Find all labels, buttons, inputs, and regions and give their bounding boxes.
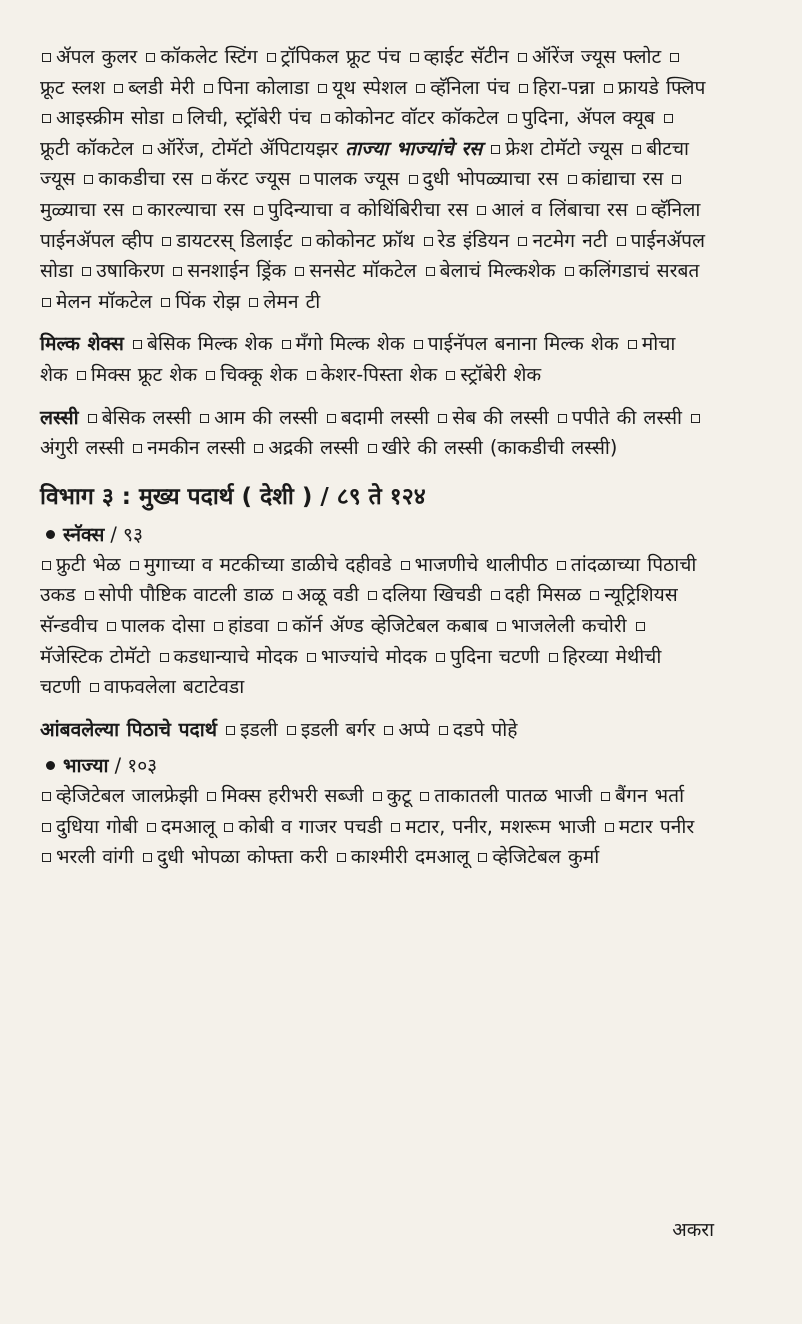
recipe-name: भाज्यांचे मोदक xyxy=(320,644,427,668)
recipe-item xyxy=(517,76,595,99)
recipe-name: पपीते की लस्सी xyxy=(571,405,683,429)
recipe-name: मेलन मॉकटेल xyxy=(56,289,153,313)
checkbox-square-icon xyxy=(254,206,263,215)
recipe-name: स्ट्रॉबेरी शेक xyxy=(460,362,542,386)
checkbox-square-icon xyxy=(414,340,423,349)
recipe-item xyxy=(298,167,400,190)
recipe-name: बेलाचं मिल्कशेक xyxy=(439,259,556,283)
recipe-name: काश्मीरी दमआलू xyxy=(350,845,470,869)
recipe-name: लेमन टी xyxy=(263,289,321,313)
recipe-name: लिची, स्ट्रॉबेरी पंच xyxy=(187,106,312,130)
recipe-name: मँगो मिल्क शेक xyxy=(295,332,405,356)
vegetables-list xyxy=(40,781,706,873)
recipe-name: मुळ्याचा रस xyxy=(40,197,124,221)
checkbox-square-icon xyxy=(143,853,152,862)
checkbox-square-icon xyxy=(420,792,429,801)
recipe-item xyxy=(145,815,215,838)
checkbox-square-icon xyxy=(590,591,599,600)
recipe-item xyxy=(252,436,358,459)
recipe-item xyxy=(80,259,164,282)
category-label: लस्सी xyxy=(40,405,79,429)
checkbox-square-icon xyxy=(337,853,346,862)
checkbox-square-icon xyxy=(497,622,506,631)
recipe-name: पुदिन्याचा व कोथिंबिरीचा रस xyxy=(267,197,469,221)
recipe-name: खीरे की लस्सी (काकडीची लस्सी) xyxy=(381,436,618,460)
recipe-name: पाईनॅपल बनाना मिल्क शेक xyxy=(427,332,619,356)
recipe-item xyxy=(205,784,363,807)
checkbox-square-icon xyxy=(42,853,51,862)
recipe-name: फ्रूटी कॉकटेल xyxy=(40,136,134,160)
checkbox-square-icon xyxy=(114,84,123,93)
checkbox-square-icon xyxy=(200,414,209,423)
recipe-name: बदामी लस्सी xyxy=(340,405,430,429)
recipe-item xyxy=(476,845,599,868)
checkbox-square-icon xyxy=(173,267,182,276)
snacks-list xyxy=(40,550,706,703)
recipe-item xyxy=(408,45,509,68)
recipe-name: पुदिना, ॲपल क्यूब xyxy=(521,106,655,130)
recipe-name: न्यूट्रिशियस सॅन्डवीच xyxy=(40,583,678,637)
checkbox-square-icon xyxy=(438,414,447,423)
recipe-item xyxy=(252,198,469,221)
vegetables-heading xyxy=(40,751,706,781)
checkbox-square-icon xyxy=(628,340,637,349)
recipe-item xyxy=(247,290,320,313)
recipe-name: फ्रुटी भेळ xyxy=(56,552,121,576)
recipe-item xyxy=(75,363,197,386)
checkbox-square-icon xyxy=(133,340,142,349)
recipe-item xyxy=(280,332,405,355)
recipe-item xyxy=(40,106,164,129)
checkbox-square-icon xyxy=(133,206,142,215)
recipe-item xyxy=(566,167,664,190)
checkbox-square-icon xyxy=(173,114,182,123)
recipe-item xyxy=(131,332,272,355)
vegetables-label: भाज्या xyxy=(63,754,109,778)
recipe-item xyxy=(105,614,205,637)
recipe-name: इडली xyxy=(240,717,278,741)
recipe-name: बैंगन भर्ता xyxy=(615,784,685,808)
recipe-name: नटमेग नटी xyxy=(532,228,608,252)
checkbox-square-icon xyxy=(368,591,377,600)
recipe-item xyxy=(40,815,138,838)
recipe-name: मॅजेस्टिक टोमॅटो xyxy=(40,644,151,668)
checkbox-square-icon xyxy=(436,653,445,662)
recipe-name: बीटचा ज्यूस xyxy=(40,136,690,191)
recipe-item xyxy=(171,106,311,129)
checkbox-square-icon xyxy=(302,237,311,246)
recipe-item xyxy=(131,198,245,221)
recipe-name: पुदिना चटणी xyxy=(450,644,540,668)
recipe-item xyxy=(506,106,655,129)
checkbox-square-icon xyxy=(557,561,566,570)
checkbox-square-icon xyxy=(300,175,309,184)
checkbox-square-icon xyxy=(446,371,455,380)
recipe-item xyxy=(422,229,510,252)
checkbox-square-icon xyxy=(161,298,170,307)
recipe-item xyxy=(495,614,627,637)
checkbox-square-icon xyxy=(202,175,211,184)
recipe-item xyxy=(160,229,292,252)
recipe-name: कलिंगडाचं सरबत xyxy=(578,259,700,283)
recipe-name: पिना कोलाडा xyxy=(217,75,310,99)
recipe-item xyxy=(204,363,297,386)
recipe-name: कॅरट ज्यूस xyxy=(216,167,291,191)
recipe-item xyxy=(141,137,338,160)
recipe-name: मुगाच्या व मटकीच्या डाळीचे दहीवडे xyxy=(143,552,392,576)
recipe-item xyxy=(516,45,661,68)
checkbox-square-icon xyxy=(409,175,418,184)
recipe-name: रेड इंडियन xyxy=(437,228,510,252)
category-label: आंबवलेल्या पिठाचे पदार्थ xyxy=(40,717,217,741)
recipe-item xyxy=(285,718,375,741)
recipe-item xyxy=(40,553,121,576)
checkbox-square-icon xyxy=(295,267,304,276)
checkbox-square-icon xyxy=(133,444,142,453)
checkbox-square-icon xyxy=(373,792,382,801)
recipe-name: पिंक रोझ xyxy=(175,289,241,313)
recipe-item xyxy=(389,815,595,838)
recipe-name: दुधी भोपळा कोफ्ता करी xyxy=(156,845,328,869)
recipe-name: काकडीचा रस xyxy=(98,167,193,191)
recipe-name: कडधान्याचे मोदक xyxy=(173,644,298,668)
recipe-item xyxy=(300,229,415,252)
recipe-item xyxy=(424,259,556,282)
recipe-item xyxy=(325,406,429,429)
recipe-name: अळू वडी xyxy=(296,583,359,607)
recipe-item xyxy=(603,815,694,838)
checkbox-square-icon xyxy=(143,145,152,154)
recipe-name: सनशाईन ड्रिंक xyxy=(187,259,287,283)
checkbox-square-icon xyxy=(82,267,91,276)
recipe-item xyxy=(276,614,488,637)
recipe-item xyxy=(414,76,510,99)
recipe-name: हिरव्या मेथीची चटणी xyxy=(40,644,662,699)
recipe-name: आइस्क्रीम सोडा xyxy=(56,106,164,130)
recipe-name: पाईनॲपल सोडा xyxy=(40,228,706,283)
checkbox-square-icon xyxy=(107,622,116,631)
milkshakes-list xyxy=(40,329,706,390)
recipe-item xyxy=(82,167,193,190)
snacks-page-ref: / ९३ xyxy=(110,522,143,546)
recipe-item xyxy=(40,784,198,807)
checkbox-square-icon xyxy=(478,853,487,862)
recipe-name: पालक ज्यूस xyxy=(313,167,400,191)
vegetables-page-ref: / १०३ xyxy=(114,754,158,778)
recipe-name: तांदळाच्या पिठाची उकड xyxy=(40,552,697,607)
checkbox-square-icon xyxy=(368,444,377,453)
recipe-name: भाजणीचे थालीपीठ xyxy=(414,552,548,576)
checkbox-square-icon xyxy=(439,726,448,735)
checkbox-square-icon xyxy=(84,175,93,184)
checkbox-square-icon xyxy=(601,792,610,801)
checkbox-square-icon xyxy=(42,823,51,832)
checkbox-square-icon xyxy=(226,726,235,735)
recipe-name: सोपी पौष्टिक वाटली डाळ xyxy=(98,583,274,607)
recipe-name: कोकोनट फ्रॉथ xyxy=(315,228,415,252)
checkbox-square-icon xyxy=(491,591,500,600)
checkbox-square-icon xyxy=(691,414,700,423)
checkbox-square-icon xyxy=(77,371,86,380)
checkbox-square-icon xyxy=(558,414,567,423)
checkbox-square-icon xyxy=(605,823,614,832)
recipe-name: दुधी भोपळ्याचा रस xyxy=(422,167,559,191)
recipe-name: अप्पे xyxy=(398,717,430,741)
checkbox-square-icon xyxy=(204,84,213,93)
checkbox-square-icon xyxy=(278,622,287,631)
recipe-name: व्हॅनिला पाईनॲपल व्हीप xyxy=(40,197,701,252)
recipe-name: ऑरेंज, टोमॅटो ॲपिटायझर xyxy=(156,136,339,160)
checkbox-square-icon xyxy=(283,591,292,600)
recipe-item xyxy=(144,45,257,68)
checkbox-square-icon xyxy=(287,726,296,735)
recipe-name: कॉकलेट स्टिंग xyxy=(160,45,258,68)
recipe-item xyxy=(202,76,310,99)
recipe-name: मोचा शेक xyxy=(40,332,676,386)
bullet-icon xyxy=(46,530,55,539)
snacks-label: स्नॅक्स xyxy=(63,522,105,546)
checkbox-square-icon xyxy=(162,237,171,246)
recipe-name: कांद्याचा रस xyxy=(581,167,664,191)
recipe-item xyxy=(382,718,429,741)
checkbox-square-icon xyxy=(670,53,679,62)
checkbox-square-icon xyxy=(508,114,517,123)
recipe-name: नमकीन लस्सी xyxy=(147,436,246,460)
recipe-name: ब्लडी मेरी xyxy=(128,75,195,99)
recipe-name: उषाकिरण xyxy=(96,259,165,283)
checkbox-square-icon xyxy=(147,823,156,832)
recipe-item xyxy=(212,614,269,637)
recipe-name: कुटू xyxy=(386,784,412,808)
recipe-name: ॲपल कुलर xyxy=(56,45,138,68)
recipe-name: चिक्कू शेक xyxy=(220,362,298,386)
recipe-item xyxy=(171,259,286,282)
recipe-item xyxy=(366,583,481,606)
checkbox-square-icon xyxy=(267,53,276,62)
recipe-name: व्हेजिटेबल जालफ्रेझी xyxy=(56,784,199,808)
recipe-item xyxy=(198,406,318,429)
recipe-item xyxy=(335,845,470,868)
recipe-item xyxy=(316,76,407,99)
recipe-item xyxy=(436,406,548,429)
checkbox-square-icon xyxy=(42,114,51,123)
checkbox-square-icon xyxy=(160,653,169,662)
checkbox-square-icon xyxy=(518,237,527,246)
recipe-item xyxy=(516,229,607,252)
recipe-item xyxy=(556,406,682,429)
recipe-item xyxy=(224,718,278,741)
recipe-item xyxy=(371,784,411,807)
checkbox-square-icon xyxy=(632,145,641,154)
recipe-item xyxy=(86,406,191,429)
checkbox-square-icon xyxy=(254,444,263,453)
recipe-name: सनसेट मॉकटेल xyxy=(309,259,417,283)
checkbox-square-icon xyxy=(391,823,400,832)
recipe-item xyxy=(489,583,581,606)
checkbox-square-icon xyxy=(637,206,646,215)
recipe-name: बेसिक लस्सी xyxy=(101,405,192,429)
recipe-item xyxy=(418,784,592,807)
fermented-list xyxy=(40,715,706,746)
recipe-name: दमआलू xyxy=(160,814,216,838)
checkbox-square-icon xyxy=(477,206,486,215)
recipe-name: दडपे पोहे xyxy=(452,717,518,741)
checkbox-square-icon xyxy=(42,53,51,62)
checkbox-square-icon xyxy=(214,622,223,631)
recipe-item xyxy=(158,645,298,668)
recipe-name: इडली बर्गर xyxy=(300,717,376,741)
recipe-name: फ्रूट स्लश xyxy=(40,75,106,99)
recipe-name: आम की लस्सी xyxy=(214,405,318,429)
recipe-name: कोकोनट वॉटर कॉकटेल xyxy=(334,106,499,130)
recipe-name: मटार पनीर xyxy=(618,814,695,838)
checkbox-square-icon xyxy=(146,53,155,62)
recipe-item xyxy=(305,363,438,386)
recipe-item xyxy=(475,198,627,221)
lassi-list xyxy=(40,403,706,464)
recipe-item xyxy=(437,718,518,741)
recipe-item xyxy=(222,815,382,838)
checkbox-square-icon xyxy=(416,84,425,93)
recipe-name: ताकातली पातळ भाजी xyxy=(434,784,593,808)
checkbox-square-icon xyxy=(565,267,574,276)
beverages-list xyxy=(40,42,706,317)
checkbox-square-icon xyxy=(549,653,558,662)
recipe-item xyxy=(444,363,541,386)
checkbox-square-icon xyxy=(384,726,393,735)
checkbox-square-icon xyxy=(327,414,336,423)
recipe-item xyxy=(305,645,427,668)
recipe-name: हांडवा xyxy=(227,613,270,637)
recipe-item xyxy=(366,436,618,459)
recipe-item xyxy=(319,106,499,129)
recipe-name: सेब की लस्सी xyxy=(452,405,549,429)
category-label: मिल्क शेक्स xyxy=(40,332,124,356)
checkbox-square-icon xyxy=(519,84,528,93)
recipe-item xyxy=(141,845,328,868)
recipe-name: दही मिसळ xyxy=(504,583,582,607)
recipe-name: व्हेजिटेबल कुर्मा xyxy=(492,845,600,869)
recipe-item xyxy=(599,784,684,807)
recipe-item xyxy=(407,167,559,190)
recipe-item xyxy=(489,137,623,160)
recipe-name: वाफवलेला बटाटेवडा xyxy=(103,675,245,699)
recipe-name: दुधिया गोबी xyxy=(56,814,138,838)
checkbox-square-icon xyxy=(249,298,258,307)
checkbox-square-icon xyxy=(604,84,613,93)
checkbox-square-icon xyxy=(636,622,645,631)
recipe-item xyxy=(200,167,290,190)
recipe-name: पालक दोसा xyxy=(121,613,205,637)
recipe-name: यूथ स्पेशल xyxy=(332,75,408,99)
checkbox-square-icon xyxy=(568,175,577,184)
checkbox-square-icon xyxy=(617,237,626,246)
recipe-item xyxy=(159,290,240,313)
recipe-name: दलिया खिचडी xyxy=(382,583,482,607)
recipe-item xyxy=(434,645,539,668)
recipe-name: व्हाईट सॅटीन xyxy=(423,45,509,68)
recipe-name: फ्रायडे फ्लिप xyxy=(617,75,706,99)
checkbox-square-icon xyxy=(42,298,51,307)
recipe-item xyxy=(563,259,700,282)
checkbox-square-icon xyxy=(224,823,233,832)
checkbox-square-icon xyxy=(90,683,99,692)
checkbox-square-icon xyxy=(307,371,316,380)
recipe-item xyxy=(131,436,245,459)
bullet-icon xyxy=(46,761,55,770)
checkbox-square-icon xyxy=(426,267,435,276)
recipe-item xyxy=(602,76,706,99)
checkbox-square-icon xyxy=(282,340,291,349)
recipe-name: मिक्स फ्रूट शेक xyxy=(90,362,198,386)
recipe-name: कोबी व गाजर पचडी xyxy=(238,814,383,838)
checkbox-square-icon xyxy=(664,114,673,123)
recipe-name: ऑरेंज ज्यूस फ्लोट xyxy=(532,45,662,68)
recipe-name: कारल्याचा रस xyxy=(147,197,245,221)
checkbox-square-icon xyxy=(85,591,94,600)
recipe-item xyxy=(40,45,137,68)
recipe-item xyxy=(281,583,359,606)
recipe-name: अंगुरी लस्सी xyxy=(40,436,124,460)
recipe-item xyxy=(399,553,548,576)
page-number: अकरा xyxy=(672,1219,714,1241)
recipe-item xyxy=(88,675,244,698)
recipe-name: आलं व लिंबाचा रस xyxy=(491,197,628,221)
recipe-name: बेसिक मिल्क शेक xyxy=(146,332,273,356)
category-label: ताज्या भाज्यांचे रस xyxy=(345,136,483,160)
recipe-item xyxy=(40,290,152,313)
checkbox-square-icon xyxy=(42,561,51,570)
recipe-item xyxy=(128,553,392,576)
recipe-item xyxy=(112,76,194,99)
recipe-name: मटार, पनीर, मशरूम भाजी xyxy=(405,814,596,838)
recipe-name: डायटरस् डिलाईट xyxy=(176,228,293,252)
recipe-name: भाजलेली कचोरी xyxy=(511,613,627,637)
recipe-name: हिरा-पन्ना xyxy=(532,75,595,99)
checkbox-square-icon xyxy=(410,53,419,62)
checkbox-square-icon xyxy=(42,792,51,801)
checkbox-square-icon xyxy=(318,84,327,93)
recipe-name: फ्रेश टोमॅटो ज्यूस xyxy=(505,136,624,160)
checkbox-square-icon xyxy=(130,561,139,570)
recipe-item xyxy=(293,259,416,282)
checkbox-square-icon xyxy=(491,145,500,154)
recipe-item xyxy=(412,332,619,355)
recipe-name: व्हॅनिला पंच xyxy=(430,75,510,99)
checkbox-square-icon xyxy=(518,53,527,62)
recipe-item xyxy=(265,45,401,68)
recipe-name: अद्रकी लस्सी xyxy=(268,436,359,460)
checkbox-square-icon xyxy=(207,792,216,801)
recipe-name: केशर-पिस्ता शेक xyxy=(320,362,438,386)
checkbox-square-icon xyxy=(206,371,215,380)
checkbox-square-icon xyxy=(424,237,433,246)
recipe-name: कॉर्न ॲण्ड व्हेजिटेबल कबाब xyxy=(292,613,489,637)
recipe-name: भरली वांगी xyxy=(56,845,134,869)
snacks-heading xyxy=(40,520,706,550)
checkbox-square-icon xyxy=(321,114,330,123)
recipe-item xyxy=(40,845,134,868)
recipe-name: मिक्स हरीभरी सब्जी xyxy=(221,784,364,808)
recipe-name: ट्रॉपिकल फ्रूट पंच xyxy=(280,45,401,68)
checkbox-square-icon xyxy=(672,175,681,184)
checkbox-square-icon xyxy=(88,414,97,423)
recipe-item xyxy=(83,583,274,606)
checkbox-square-icon xyxy=(401,561,410,570)
checkbox-square-icon xyxy=(307,653,316,662)
section-heading: विभाग ३ : मुख्य पदार्थ ( देशी ) / ८९ ते १२४ xyxy=(40,483,426,510)
